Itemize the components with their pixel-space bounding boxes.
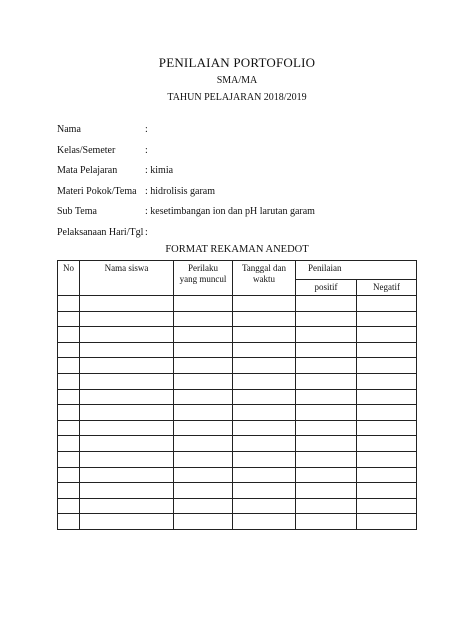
table-cell bbox=[80, 373, 174, 389]
table-cell bbox=[174, 483, 233, 499]
table-cell bbox=[80, 311, 174, 327]
table-cell bbox=[58, 358, 80, 374]
table-cell bbox=[296, 451, 357, 467]
table-cell bbox=[80, 451, 174, 467]
info-value: : bbox=[145, 226, 148, 238]
header-perilaku-line1: Perilaku bbox=[188, 263, 218, 273]
table-cell bbox=[58, 296, 80, 312]
table-cell bbox=[233, 296, 296, 312]
table-body bbox=[58, 296, 417, 530]
table-cell bbox=[296, 327, 357, 343]
table-cell bbox=[174, 451, 233, 467]
table-cell bbox=[296, 358, 357, 374]
info-label: Materi Pokok/Tema bbox=[57, 185, 137, 197]
table-cell bbox=[233, 389, 296, 405]
table-cell bbox=[58, 483, 80, 499]
table-row bbox=[58, 311, 417, 327]
table-row bbox=[58, 373, 417, 389]
info-label: Pelaksanaan Hari/Tgl bbox=[57, 226, 144, 238]
table-title: FORMAT REKAMAN ANEDOT bbox=[165, 244, 309, 255]
anecdote-record-table bbox=[57, 260, 417, 530]
table-cell bbox=[174, 420, 233, 436]
table-cell bbox=[174, 467, 233, 483]
header-negatif: Negatif bbox=[357, 280, 417, 296]
table-cell bbox=[233, 436, 296, 452]
table-cell bbox=[58, 311, 80, 327]
table-row bbox=[58, 327, 417, 343]
table-cell bbox=[357, 311, 417, 327]
table-cell bbox=[174, 498, 233, 514]
table-cell bbox=[357, 296, 417, 312]
table-cell bbox=[296, 389, 357, 405]
table-cell bbox=[233, 358, 296, 374]
table-cell bbox=[233, 342, 296, 358]
table-cell bbox=[80, 467, 174, 483]
info-value: : kimia bbox=[145, 165, 174, 176]
table-cell bbox=[357, 467, 417, 483]
table-cell bbox=[357, 405, 417, 421]
table-cell bbox=[357, 420, 417, 436]
table-cell bbox=[296, 467, 357, 483]
table-row bbox=[58, 467, 417, 483]
table-cell bbox=[233, 327, 296, 343]
header-tanggal bbox=[233, 261, 296, 296]
document-title: PENILAIAN PORTOFOLIO bbox=[158, 55, 316, 70]
table-cell bbox=[80, 296, 174, 312]
table-cell bbox=[357, 436, 417, 452]
header-perilaku-line2: yang muncul bbox=[179, 274, 227, 284]
header-nama-siswa: Nama siswa bbox=[80, 261, 174, 296]
table-cell bbox=[80, 358, 174, 374]
table-cell bbox=[80, 483, 174, 499]
table-cell bbox=[357, 358, 417, 374]
table-cell bbox=[174, 296, 233, 312]
table-cell bbox=[357, 389, 417, 405]
table-cell bbox=[296, 498, 357, 514]
table-cell bbox=[58, 342, 80, 358]
table-cell bbox=[233, 467, 296, 483]
table-cell bbox=[58, 467, 80, 483]
table-row bbox=[58, 358, 417, 374]
header-perilaku bbox=[174, 261, 233, 296]
table-row bbox=[58, 436, 417, 452]
table-cell bbox=[296, 483, 357, 499]
table-row bbox=[58, 498, 417, 514]
info-label: Nama bbox=[57, 124, 81, 135]
table-cell bbox=[357, 451, 417, 467]
info-value: : bbox=[145, 144, 148, 156]
table-cell bbox=[296, 436, 357, 452]
table-cell bbox=[233, 483, 296, 499]
school-level: SMA/MA bbox=[216, 75, 258, 86]
table-row bbox=[58, 483, 417, 499]
table-cell bbox=[357, 514, 417, 530]
table-cell bbox=[174, 342, 233, 358]
info-value: : kesetimbangan ion dan pH larutan garam bbox=[145, 206, 315, 217]
table-cell bbox=[233, 451, 296, 467]
table-cell bbox=[58, 498, 80, 514]
table-row bbox=[58, 420, 417, 436]
table-cell bbox=[233, 514, 296, 530]
table-row bbox=[58, 405, 417, 421]
table-row bbox=[58, 342, 417, 358]
table-cell bbox=[80, 389, 174, 405]
table-cell bbox=[174, 311, 233, 327]
table-cell bbox=[174, 405, 233, 421]
table-cell bbox=[58, 373, 80, 389]
table-cell bbox=[80, 436, 174, 452]
table-cell bbox=[174, 358, 233, 374]
table-cell bbox=[80, 514, 174, 530]
table-cell bbox=[296, 296, 357, 312]
header-positif: positif bbox=[296, 280, 357, 296]
header-no: No bbox=[58, 261, 80, 296]
table-cell bbox=[174, 514, 233, 530]
header-tanggal-line1: Tanggal dan bbox=[241, 263, 287, 273]
table-cell bbox=[357, 373, 417, 389]
table-cell bbox=[357, 498, 417, 514]
info-value: : bbox=[145, 124, 148, 135]
table-cell bbox=[58, 436, 80, 452]
table-cell bbox=[80, 420, 174, 436]
table-row bbox=[58, 296, 417, 312]
info-label: Sub Tema bbox=[57, 206, 97, 217]
table-cell bbox=[233, 311, 296, 327]
table-cell bbox=[357, 327, 417, 343]
table-cell bbox=[174, 436, 233, 452]
info-value: : hidrolisis garam bbox=[145, 185, 215, 197]
header-penilaian: Penilaian bbox=[296, 261, 417, 280]
table-cell bbox=[233, 498, 296, 514]
table-row bbox=[58, 514, 417, 530]
table-cell bbox=[296, 420, 357, 436]
header-tanggal-line2: waktu bbox=[253, 274, 275, 284]
table-cell bbox=[58, 405, 80, 421]
table-cell bbox=[174, 389, 233, 405]
table-cell bbox=[58, 420, 80, 436]
table-cell bbox=[233, 373, 296, 389]
table-cell bbox=[174, 327, 233, 343]
info-label: Kelas/Semeter bbox=[57, 144, 116, 156]
table-cell bbox=[80, 342, 174, 358]
table-cell bbox=[233, 405, 296, 421]
table-cell bbox=[296, 405, 357, 421]
table-row bbox=[58, 389, 417, 405]
table-header-row bbox=[58, 261, 417, 280]
table-cell bbox=[58, 451, 80, 467]
table-cell bbox=[58, 327, 80, 343]
table-cell bbox=[357, 483, 417, 499]
table-cell bbox=[174, 373, 233, 389]
table-cell bbox=[357, 342, 417, 358]
table-cell bbox=[296, 373, 357, 389]
table-cell bbox=[58, 514, 80, 530]
info-label: Mata Pelajaran bbox=[57, 165, 118, 176]
academic-year: TAHUN PELAJARAN 2018/2019 bbox=[167, 92, 307, 103]
table-cell bbox=[58, 389, 80, 405]
table-cell bbox=[296, 514, 357, 530]
table-cell bbox=[80, 327, 174, 343]
table-cell bbox=[233, 420, 296, 436]
table-cell bbox=[296, 311, 357, 327]
table-cell bbox=[80, 405, 174, 421]
table-row bbox=[58, 451, 417, 467]
table-cell bbox=[80, 498, 174, 514]
table-cell bbox=[296, 342, 357, 358]
